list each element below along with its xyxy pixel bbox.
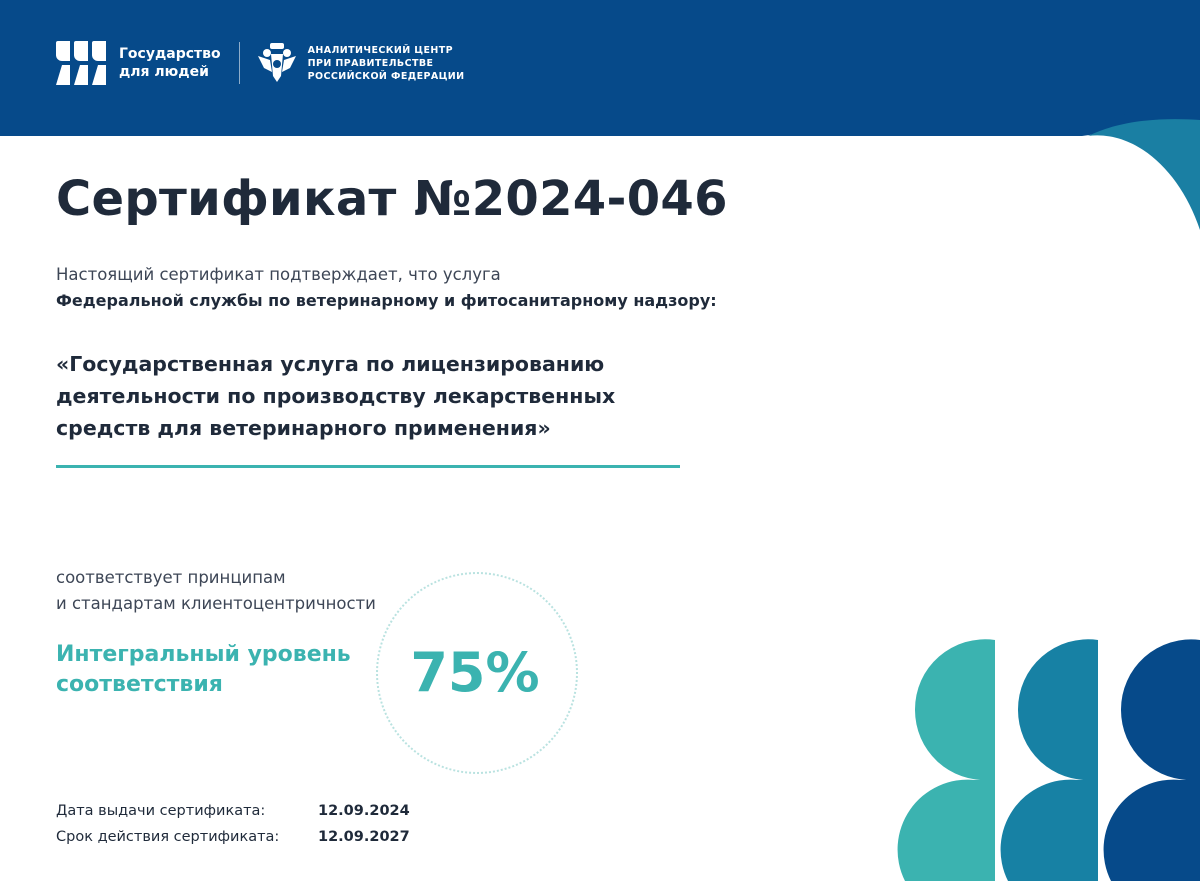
logo-divider: [239, 42, 240, 84]
principles-line1: соответствует принципам: [56, 568, 286, 587]
service-name: [56, 348, 706, 444]
teal-divider: [56, 465, 680, 468]
pattern-shape: [1104, 780, 1200, 881]
level-label-line2: соответствия: [56, 672, 223, 697]
pattern-shape: [1121, 639, 1200, 780]
corner-pattern: [898, 639, 1200, 881]
header-teal-arc: [1088, 119, 1200, 230]
certificate-dates: [56, 798, 410, 850]
certificate-title: Сертификат №2024-046: [56, 171, 728, 227]
gov-name-line2: для людей: [119, 64, 209, 80]
ya-letters-logo-icon: [56, 41, 106, 85]
compliance-level-value: 75%: [410, 641, 540, 704]
pattern-shape: [1001, 780, 1098, 881]
header-logos: [56, 40, 465, 86]
valid-date-row: [56, 824, 410, 850]
compliance-level-label: [56, 640, 351, 700]
double-headed-eagle-icon: [256, 42, 298, 84]
valid-date-label: Срок действия сертификата:: [56, 829, 280, 845]
center-line1: АНАЛИТИЧЕСКИЙ ЦЕНТР: [307, 44, 453, 56]
center-line3: РОССИЙСКОЙ ФЕДЕРАЦИИ: [307, 70, 465, 82]
issue-date-label: Дата выдачи сертификата:: [56, 803, 266, 819]
pattern-shape: [1018, 639, 1098, 780]
service-line: средств для ветеринарного применения»: [56, 416, 551, 440]
issue-date-value: 12.09.2024: [318, 803, 410, 819]
level-label-line1: Интегральный уровень: [56, 642, 351, 667]
agency-name: Федеральной службы по ветеринарному и фитосанитарному надзору:: [56, 291, 717, 310]
intro-text: Настоящий сертификат подтверждает, что услуга: [56, 265, 501, 284]
valid-date-value: 12.09.2027: [318, 829, 410, 845]
issue-date-row: [56, 798, 410, 824]
pattern-shape: [898, 780, 995, 881]
gov-name-line1: Государство: [119, 46, 221, 62]
service-line: деятельности по производству лекарственных: [56, 384, 616, 408]
center-line2: ПРИ ПРАВИТЕЛЬСТВЕ: [307, 57, 434, 69]
principles-line2: и стандартам клиентоцентричности: [56, 594, 376, 613]
pattern-shape: [915, 639, 995, 780]
analytical-center-name: [308, 44, 465, 83]
gov-logo: [56, 41, 221, 85]
principles-text: [56, 565, 376, 617]
gov-name: [119, 45, 221, 81]
certificate-intro: [56, 262, 916, 314]
service-line: «Государственная услуга по лицензированию: [56, 352, 605, 376]
